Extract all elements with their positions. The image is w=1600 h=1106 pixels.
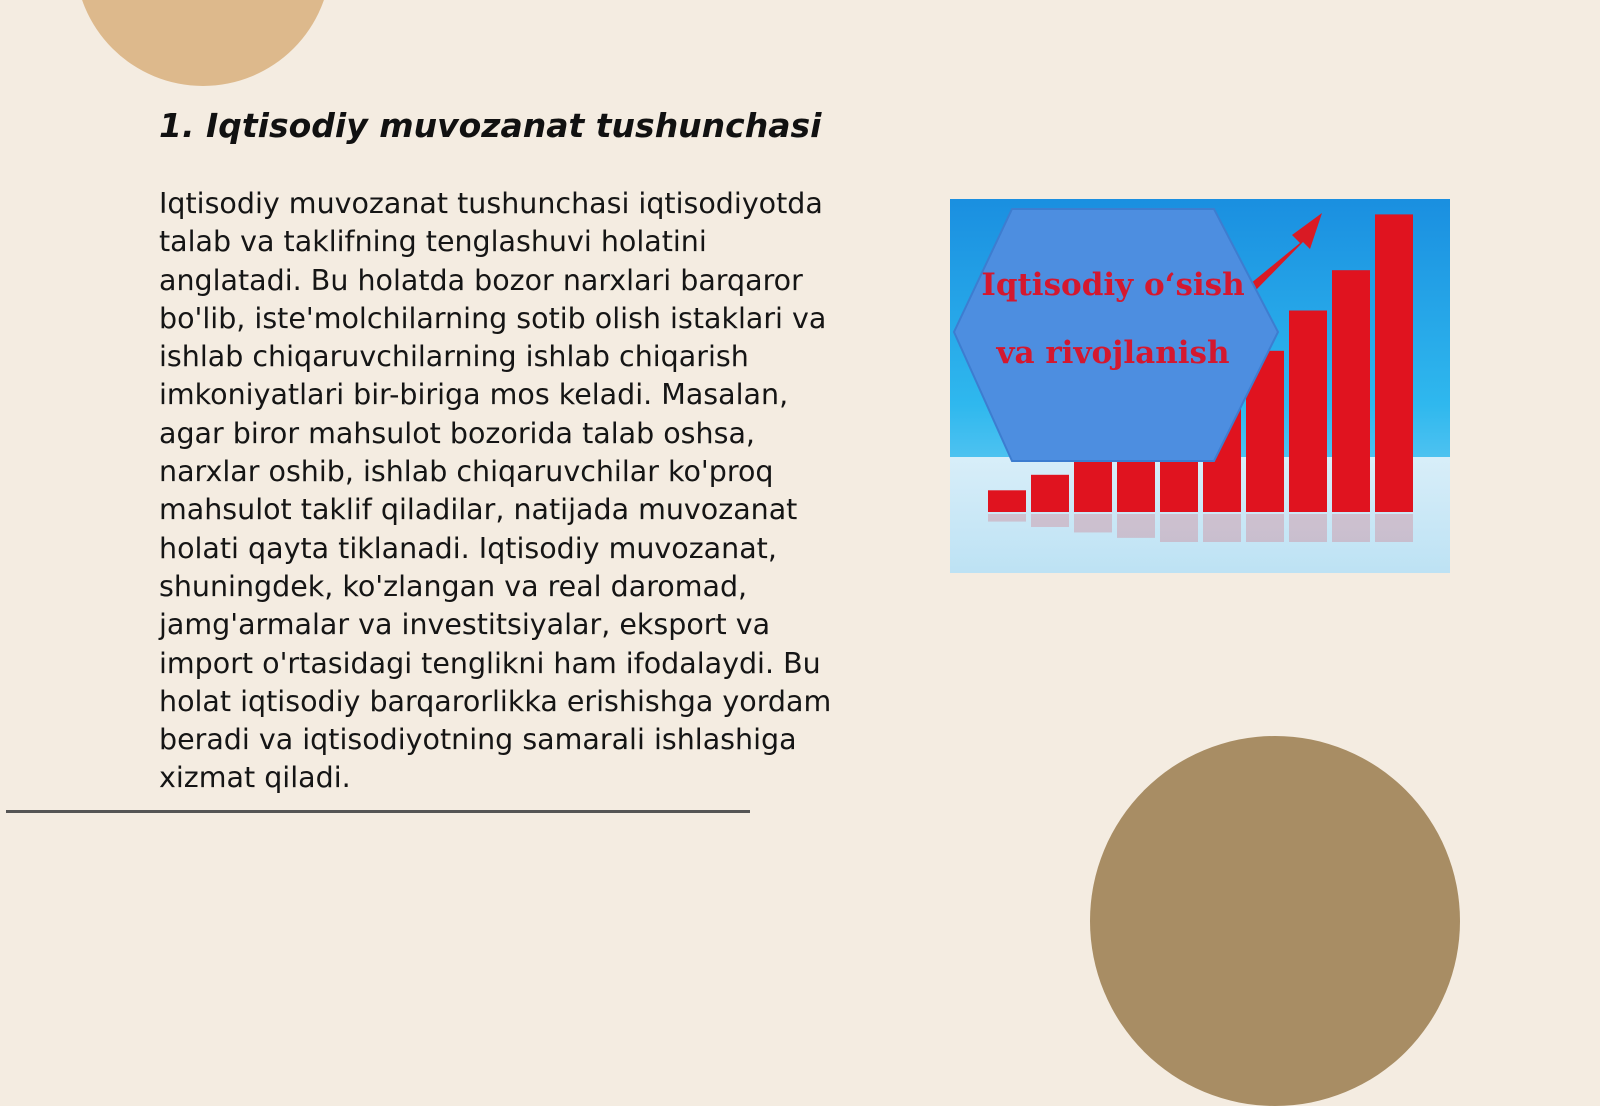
growth-bar-reflection <box>1375 514 1413 542</box>
growth-bar-reflection <box>988 514 1026 522</box>
growth-illustration <box>950 199 1450 573</box>
growth-bar <box>1375 214 1413 512</box>
slide-body-text: Iqtisodiy muvozanat tushunchasi iqtisodiyotda talab va taklifning tenglashuvi holatini anglatadi. Bu holatda bozor narxlari barqaror bo'lib, iste'molchilarning sotib olish istaklari va ishlab chiqaruvchilarning ishlab chiqarish imkoniyatlari bir-biriga mos keladi. Masalan, agar biror mahsulot bozorida talab oshsa, narxlar oshib, ishlab chiqaruvchilar ko'proq mahsulot taklif qiladilar, natijada muvozanat holati qayta tiklanadi. Iqtisodiy muvozanat, shuningdek, ko'zlangan va real daromad, jamg'armalar va investitsiyalar, eksport va import o'rtasidagi tenglikni ham ifodalaydi. Bu holat iqtisodiy barqarorlikka erishishga yordam beradi va iqtisodiyotning samarali ishlashiga xizmat qiladi. <box>159 187 832 795</box>
slide-title: 1. Iqtisodiy muvozanat tushunchasi <box>159 106 822 145</box>
decorative-circle-bottom <box>1090 736 1460 1106</box>
illustration-label: Iqtisodiy o‘sish va rivojlanish <box>981 267 1245 371</box>
growth-bar-reflection <box>1160 514 1198 542</box>
growth-bar <box>1074 459 1112 512</box>
growth-bar-reflection <box>1031 514 1069 527</box>
decorative-circle-top <box>75 0 331 86</box>
growth-bar-reflection <box>1289 514 1327 542</box>
growth-bar <box>988 490 1026 512</box>
growth-bar <box>1031 475 1069 512</box>
growth-bar-reflection <box>1203 514 1241 542</box>
growth-bar-reflection <box>1246 514 1284 542</box>
growth-bar <box>1289 311 1327 513</box>
growth-bar-reflection <box>1117 514 1155 538</box>
growth-bar <box>1332 270 1370 512</box>
growth-bar-reflection <box>1332 514 1370 542</box>
divider-line <box>6 810 750 813</box>
growth-bar-reflection <box>1074 514 1112 532</box>
